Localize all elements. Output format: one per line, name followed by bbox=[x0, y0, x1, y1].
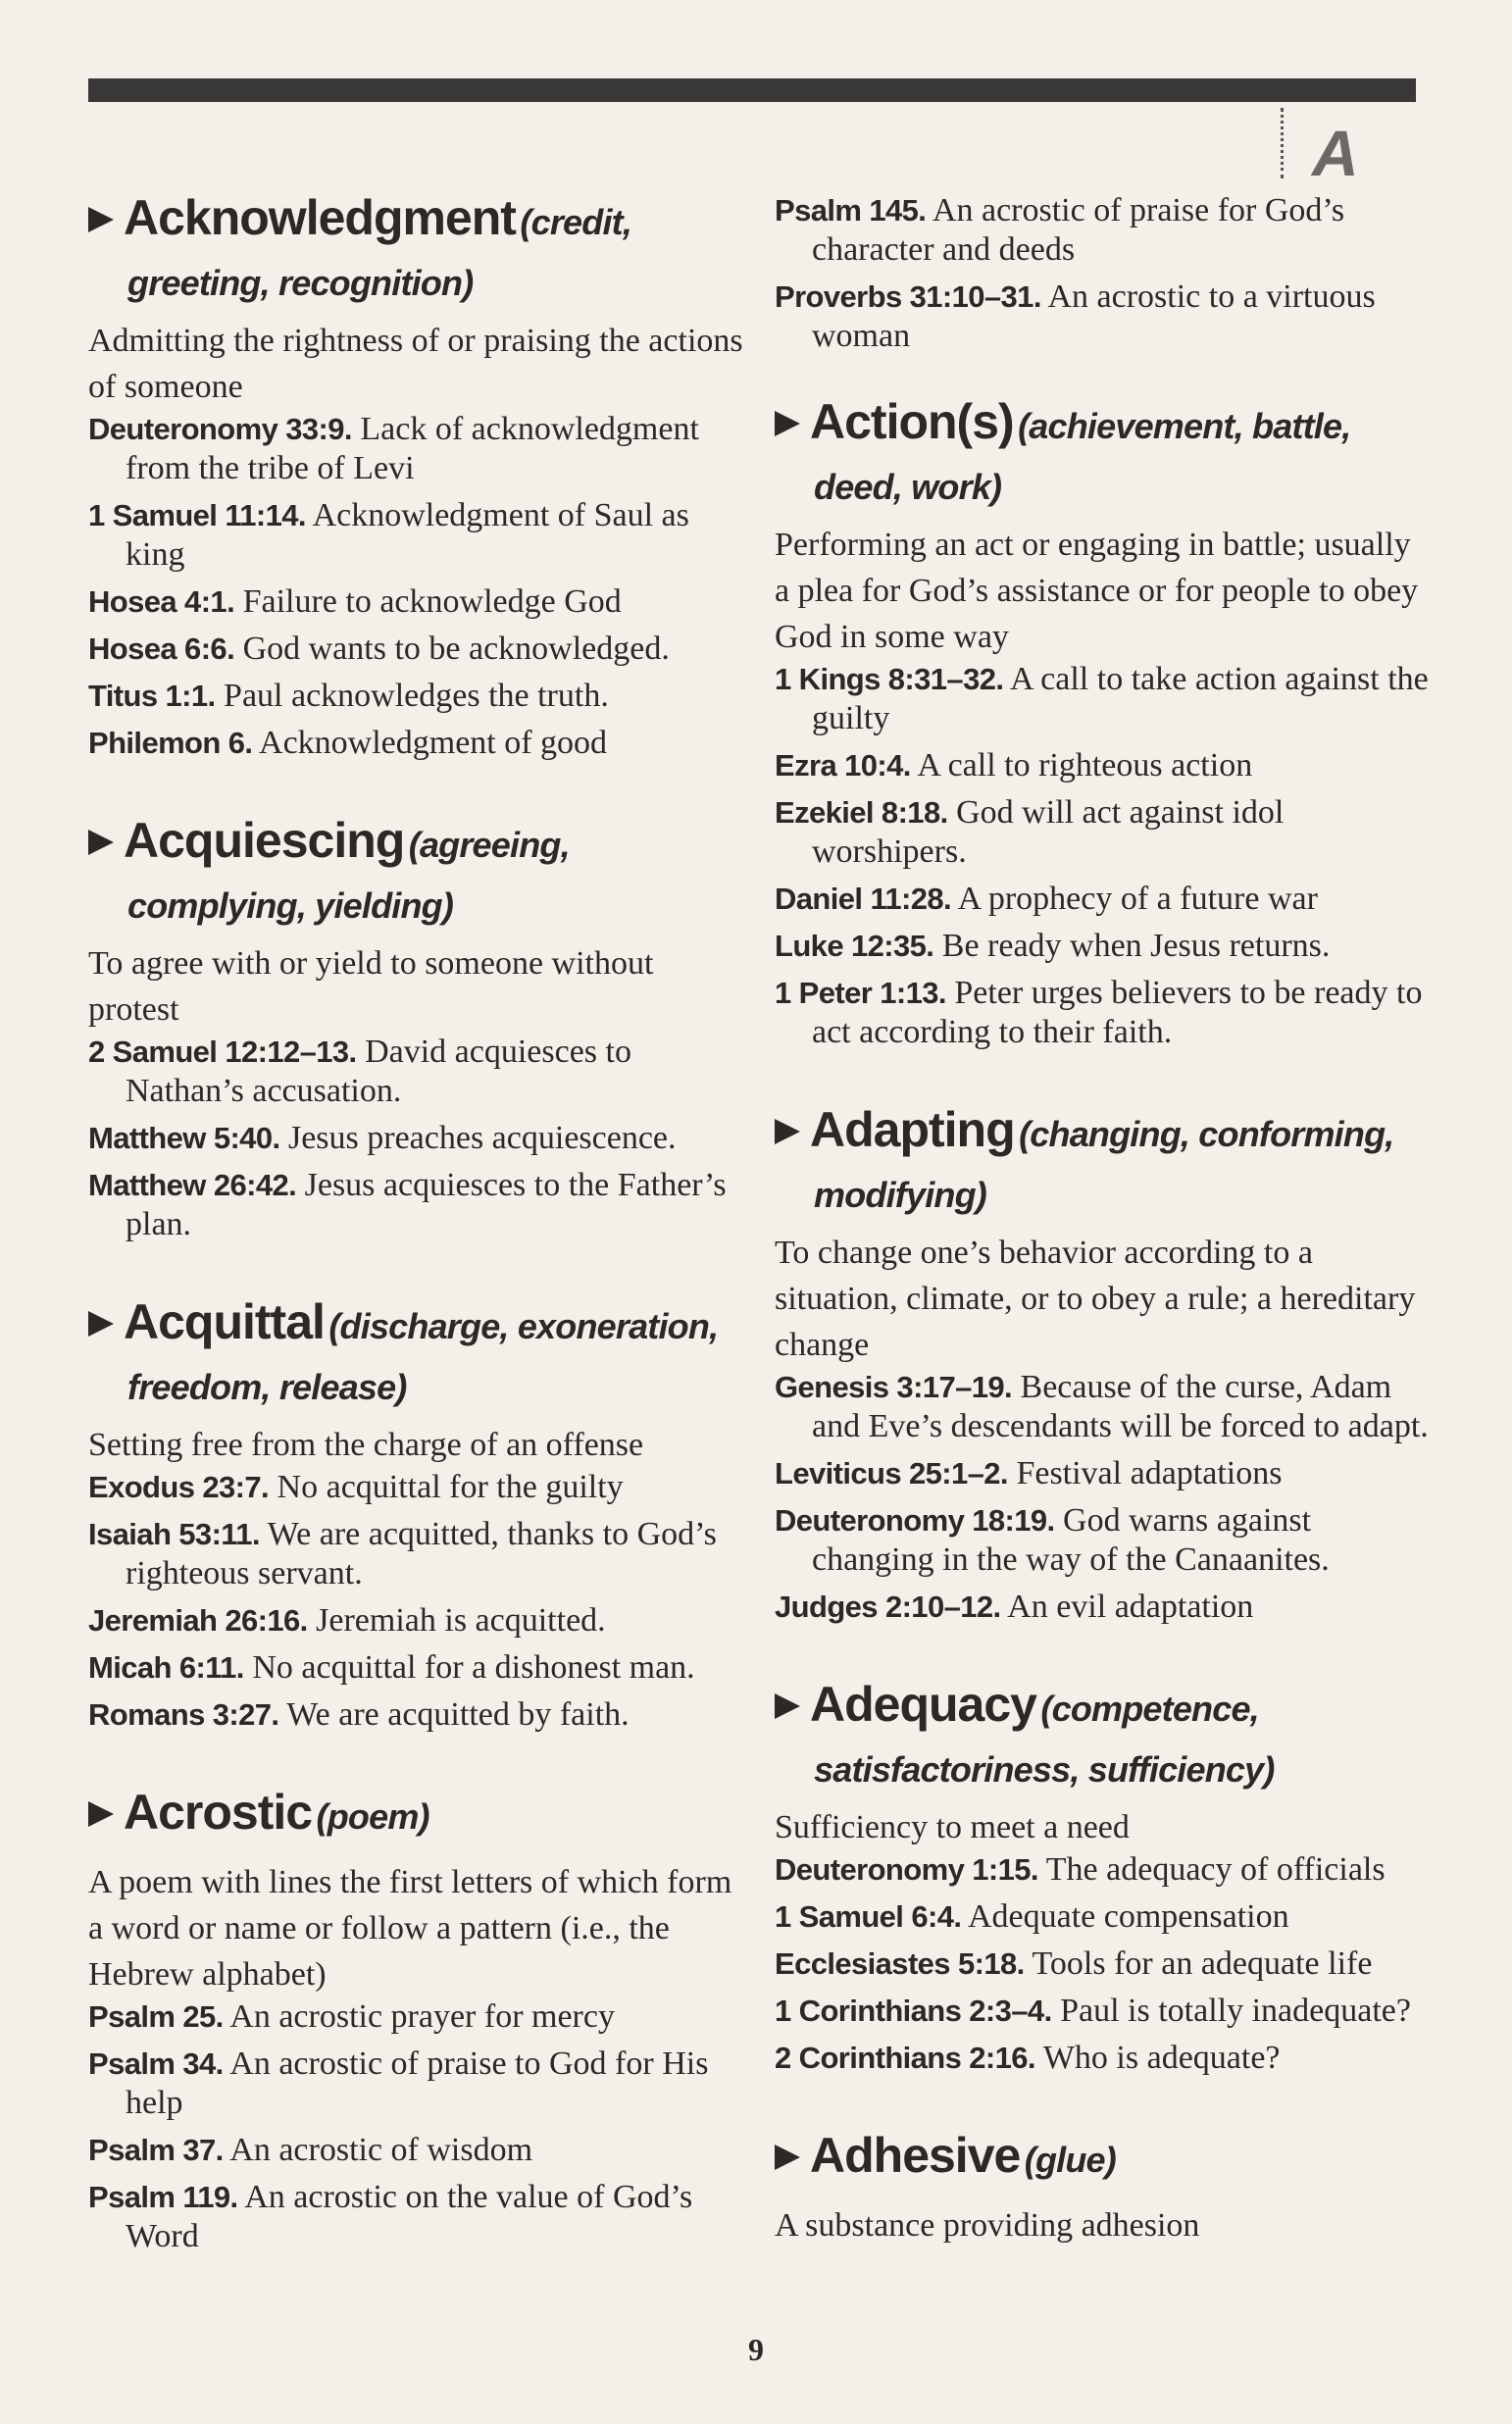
reference-note: Because of the curse, Adam and Eve’s descendants will be forced to adapt. bbox=[812, 1369, 1429, 1444]
reference-citation: Ecclesiastes 5:18. bbox=[775, 1946, 1025, 1981]
reference-citation: 2 Samuel 12:12–13. bbox=[88, 1035, 357, 1069]
reference-item bbox=[88, 1166, 745, 1244]
triangle-bullet-icon bbox=[775, 1693, 800, 1719]
entry-synonyms-continued: deed, work) bbox=[814, 467, 1002, 507]
reference-note: Jeremiah is acquitted. bbox=[316, 1602, 606, 1639]
dictionary-entry bbox=[775, 1103, 1432, 1627]
entry-heading bbox=[775, 1678, 1432, 1796]
header-rule bbox=[88, 78, 1416, 102]
reference-item bbox=[775, 1897, 1432, 1937]
reference-citation: Proverbs 31:10–31. bbox=[775, 279, 1041, 314]
reference-note: An acrostic of praise for God’s character and deeds bbox=[812, 192, 1345, 268]
reference-item bbox=[88, 1601, 745, 1641]
reference-note: An acrostic of wisdom bbox=[229, 2132, 533, 2168]
entry-synonyms: (discharge, exoneration, bbox=[328, 1306, 719, 1346]
reference-citation: Matthew 5:40. bbox=[88, 1121, 280, 1155]
reference-note: A call to righteous action bbox=[917, 747, 1253, 783]
dictionary-entry bbox=[88, 191, 745, 763]
reference-citation: Daniel 11:28. bbox=[775, 882, 952, 916]
entry-synonyms-continued: freedom, release) bbox=[127, 1367, 407, 1407]
reference-citation: Exodus 23:7. bbox=[88, 1470, 270, 1504]
reference-item bbox=[88, 630, 745, 669]
reference-note: An acrostic prayer for mercy bbox=[229, 1998, 615, 2035]
section-letter: A bbox=[1312, 117, 1359, 189]
triangle-bullet-icon bbox=[88, 207, 114, 232]
reference-citation: Hosea 4:1. bbox=[88, 584, 235, 619]
reference-item bbox=[775, 1850, 1432, 1890]
entry-heading bbox=[775, 395, 1432, 514]
reference-item bbox=[88, 677, 745, 716]
continued-refs bbox=[775, 191, 1432, 356]
reference-citation: Romans 3:27. bbox=[88, 1697, 279, 1732]
reference-note: Peter urges believers to be ready to act according to their faith. bbox=[812, 975, 1423, 1050]
entry-definition: A substance providing adhesion bbox=[775, 2207, 1200, 2244]
entry-synonyms: (poem) bbox=[316, 1796, 429, 1837]
reference-item bbox=[88, 496, 745, 575]
entry-synonyms: (agreeing, bbox=[408, 825, 570, 865]
reference-citation: Isaiah 53:11. bbox=[88, 1517, 260, 1551]
reference-list bbox=[775, 660, 1432, 1052]
dictionary-entry bbox=[775, 395, 1432, 1052]
triangle-bullet-icon bbox=[775, 411, 800, 436]
entry-synonyms-continued: complying, yielding) bbox=[127, 885, 454, 926]
reference-item bbox=[775, 746, 1432, 785]
reference-note: An acrostic of praise to God for His help bbox=[126, 2045, 709, 2121]
reference-note: Adequate compensation bbox=[967, 1898, 1289, 1935]
reference-note: Paul is totally inadequate? bbox=[1060, 1993, 1411, 2029]
triangle-bullet-icon bbox=[88, 1311, 114, 1337]
reference-item bbox=[88, 2178, 745, 2256]
entry-synonyms: (competence, bbox=[1040, 1689, 1259, 1729]
reference-citation: Psalm 145. bbox=[775, 193, 927, 227]
reference-item bbox=[775, 1944, 1432, 1984]
reference-citation: Deuteronomy 18:19. bbox=[775, 1503, 1055, 1538]
reference-item bbox=[775, 974, 1432, 1052]
reference-item bbox=[88, 1033, 745, 1111]
reference-note: Tools for an adequate life bbox=[1032, 1945, 1373, 1982]
reference-citation: Micah 6:11. bbox=[88, 1650, 244, 1685]
reference-note: Lack of acknowledgment from the tribe of Levi bbox=[126, 411, 699, 486]
entry-definition: Sufficiency to meet a need bbox=[775, 1809, 1130, 1845]
reference-item bbox=[88, 1515, 745, 1593]
reference-item bbox=[775, 1588, 1432, 1627]
entry-synonyms-continued: satisfactoriness, sufficiency) bbox=[814, 1749, 1275, 1790]
thumb-tab-divider bbox=[1281, 108, 1284, 178]
reference-citation: 1 Samuel 11:14. bbox=[88, 498, 306, 532]
reference-list bbox=[775, 1850, 1432, 2078]
dictionary-entry bbox=[775, 1678, 1432, 2078]
reference-note: God warns against changing in the way of the Canaanites. bbox=[812, 1502, 1330, 1578]
reference-citation: Philemon 6. bbox=[88, 726, 253, 760]
reference-item bbox=[775, 1368, 1432, 1446]
reference-citation: 1 Kings 8:31–32. bbox=[775, 662, 1004, 696]
reference-item bbox=[88, 2045, 745, 2123]
triangle-bullet-icon bbox=[775, 2145, 800, 2170]
reference-item bbox=[88, 1997, 745, 2037]
dictionary-entry bbox=[88, 814, 745, 1244]
entry-heading bbox=[88, 191, 745, 310]
reference-list bbox=[88, 1033, 745, 1244]
reference-list bbox=[88, 410, 745, 763]
left-column bbox=[88, 191, 745, 2307]
reference-item bbox=[88, 1119, 745, 1158]
entry-synonyms: (credit, bbox=[520, 202, 632, 242]
reference-citation: 1 Samuel 6:4. bbox=[775, 1899, 962, 1934]
reference-item bbox=[88, 1468, 745, 1507]
reference-citation: Deuteronomy 1:15. bbox=[775, 1852, 1038, 1887]
reference-note: Paul acknowledges the truth. bbox=[224, 678, 609, 714]
reference-note: We are acquitted by faith. bbox=[286, 1696, 630, 1733]
reference-note: A prophecy of a future war bbox=[957, 881, 1318, 917]
reference-item bbox=[88, 724, 745, 763]
reference-note: God will act against idol worshipers. bbox=[812, 794, 1285, 870]
entry-word: Acrostic bbox=[124, 1785, 313, 1840]
dictionary-entry bbox=[88, 1295, 745, 1735]
reference-item bbox=[775, 278, 1432, 356]
entry-word: Action(s) bbox=[810, 394, 1014, 449]
reference-citation: Luke 12:35. bbox=[775, 929, 934, 963]
reference-citation: 1 Corinthians 2:3–4. bbox=[775, 1994, 1052, 2028]
entry-definition: Performing an act or engaging in battle; usually a plea for God’s assistance or for people to obey God in some way bbox=[775, 527, 1419, 655]
reference-note: An acrostic on the value of God’s Word bbox=[126, 2179, 693, 2254]
reference-citation: Psalm 34. bbox=[88, 2046, 224, 2081]
entry-word: Adapting bbox=[810, 1102, 1015, 1157]
reference-note: Jesus acquiesces to the Father’s plan. bbox=[126, 1167, 727, 1242]
reference-citation: Psalm 37. bbox=[88, 2133, 224, 2167]
reference-note: God wants to be acknowledged. bbox=[242, 631, 670, 667]
reference-note: No acquittal for a dishonest man. bbox=[252, 1649, 695, 1686]
reference-note: We are acquitted, thanks to God’s righteous servant. bbox=[126, 1516, 717, 1591]
entry-synonyms: (glue) bbox=[1024, 2140, 1116, 2180]
entry-synonyms-continued: modifying) bbox=[814, 1175, 986, 1215]
reference-item bbox=[88, 1695, 745, 1735]
reference-note: Failure to acknowledge God bbox=[242, 583, 622, 620]
reference-note: The adequacy of officials bbox=[1045, 1851, 1386, 1888]
right-column bbox=[775, 191, 1432, 2299]
reference-note: Acknowledgment of Saul as king bbox=[126, 497, 689, 573]
reference-list bbox=[775, 1368, 1432, 1627]
reference-citation: Ezra 10:4. bbox=[775, 748, 911, 783]
reference-item bbox=[775, 191, 1432, 270]
reference-list bbox=[88, 1468, 745, 1735]
entry-heading bbox=[775, 1103, 1432, 1222]
reference-note: An acrostic to a virtuous woman bbox=[812, 278, 1376, 354]
reference-item bbox=[88, 2131, 745, 2170]
reference-note: A call to take action against the guilty bbox=[812, 661, 1429, 736]
entry-definition: A poem with lines the first letters of which form a word or name or follow a pattern (i.e., the Hebrew alphabet) bbox=[88, 1864, 732, 1993]
entry-word: Acquittal bbox=[124, 1294, 325, 1349]
triangle-bullet-icon bbox=[775, 1119, 800, 1144]
entry-word: Adhesive bbox=[810, 2128, 1021, 2183]
entry-definition: To change one’s behavior according to a situation, climate, or to obey a rule; a hereditary change bbox=[775, 1235, 1416, 1363]
reference-item bbox=[775, 1501, 1432, 1580]
reference-item bbox=[775, 660, 1432, 738]
entry-heading bbox=[88, 1786, 745, 1851]
entry-synonyms: (changing, conforming, bbox=[1019, 1114, 1394, 1154]
reference-item bbox=[88, 582, 745, 622]
reference-note: Acknowledgment of good bbox=[259, 725, 608, 761]
reference-item bbox=[775, 1992, 1432, 2031]
reference-item bbox=[88, 1648, 745, 1688]
reference-citation: Matthew 26:42. bbox=[88, 1168, 297, 1202]
entry-definition: Admitting the rightness of or praising the actions of someone bbox=[88, 323, 743, 405]
entry-synonyms-continued: greeting, recognition) bbox=[127, 263, 474, 303]
reference-citation: 2 Corinthians 2:16. bbox=[775, 2041, 1035, 2075]
reference-citation: Psalm 25. bbox=[88, 1999, 224, 2034]
reference-item bbox=[775, 793, 1432, 872]
reference-note: Festival adaptations bbox=[1016, 1455, 1283, 1491]
reference-item bbox=[775, 927, 1432, 966]
page-number: 9 bbox=[748, 2332, 764, 2367]
triangle-bullet-icon bbox=[88, 830, 114, 855]
reference-citation: Jeremiah 26:16. bbox=[88, 1603, 308, 1638]
reference-list bbox=[88, 1997, 745, 2256]
dictionary-entry bbox=[88, 1786, 745, 2256]
triangle-bullet-icon bbox=[88, 1801, 114, 1827]
reference-note: No acquittal for the guilty bbox=[277, 1469, 624, 1505]
reference-citation: Psalm 119. bbox=[88, 2180, 238, 2214]
reference-citation: Deuteronomy 33:9. bbox=[88, 412, 352, 446]
reference-note: Be ready when Jesus returns. bbox=[941, 928, 1331, 964]
reference-note: Jesus preaches acquiescence. bbox=[287, 1120, 677, 1156]
entry-definition: Setting free from the charge of an offense bbox=[88, 1427, 644, 1463]
entry-heading bbox=[88, 814, 745, 933]
reference-citation: 1 Peter 1:13. bbox=[775, 976, 946, 1010]
reference-note: David acquiesces to Nathan’s accusation. bbox=[126, 1034, 631, 1109]
reference-note: An evil adaptation bbox=[1007, 1589, 1254, 1625]
entry-heading bbox=[775, 2129, 1432, 2195]
entry-synonyms: (achievement, battle, bbox=[1018, 406, 1351, 446]
reference-item bbox=[88, 410, 745, 488]
entry-word: Acquiescing bbox=[124, 813, 405, 868]
reference-citation: Hosea 6:6. bbox=[88, 631, 235, 666]
reference-citation: Genesis 3:17–19. bbox=[775, 1370, 1013, 1404]
reference-citation: Ezekiel 8:18. bbox=[775, 795, 948, 830]
reference-citation: Titus 1:1. bbox=[88, 679, 216, 713]
reference-citation: Judges 2:10–12. bbox=[775, 1590, 1001, 1624]
reference-item bbox=[775, 880, 1432, 919]
reference-item bbox=[775, 2039, 1432, 2078]
entry-word: Adequacy bbox=[810, 1677, 1036, 1732]
reference-item bbox=[775, 1454, 1432, 1493]
reference-citation: Leviticus 25:1–2. bbox=[775, 1456, 1008, 1490]
entry-definition: To agree with or yield to someone without protest bbox=[88, 945, 654, 1028]
entry-heading bbox=[88, 1295, 745, 1414]
reference-note: Who is adequate? bbox=[1042, 2040, 1281, 2076]
entry-word: Acknowledgment bbox=[124, 190, 516, 245]
dictionary-entry bbox=[775, 2129, 1432, 2248]
